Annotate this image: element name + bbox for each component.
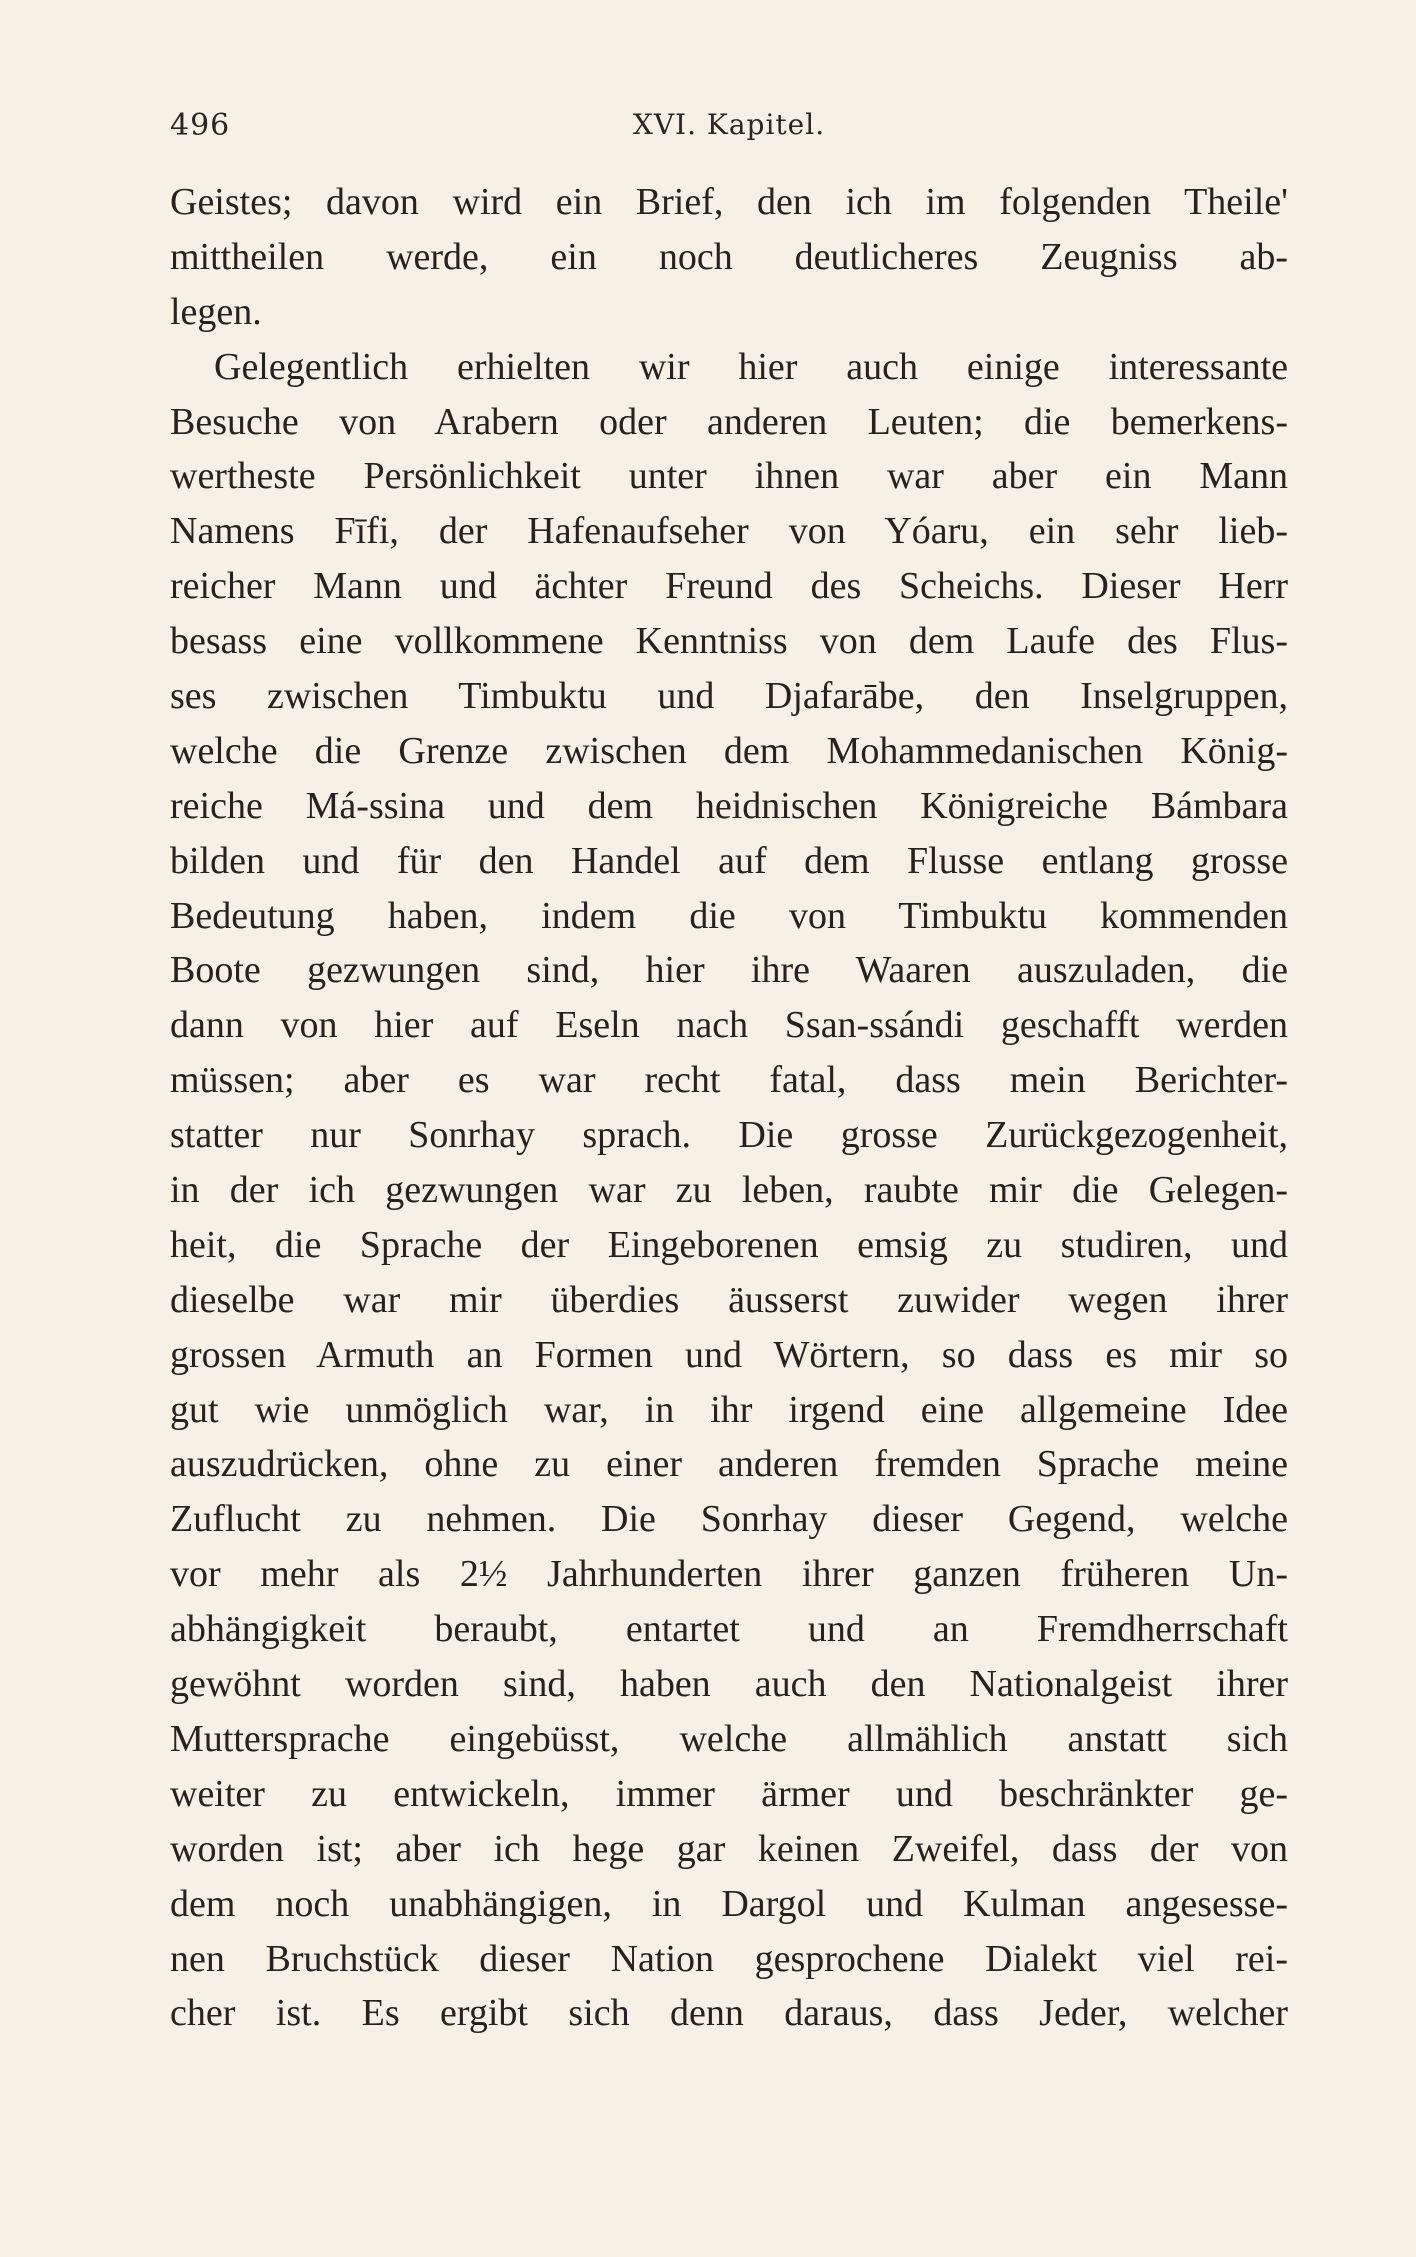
text-line: grossen Armuth an Formen und Wörtern, so dass es mir so	[170, 1333, 1288, 1376]
text-line: cher ist. Es ergibt sich denn daraus, dass Jeder, welcher	[170, 1992, 1288, 2035]
text-line: Muttersprache eingebüsst, welche allmählich anstatt sich	[170, 1717, 1288, 1760]
text-line: besass eine vollkommene Kenntniss von dem Laufe des Flus-	[170, 620, 1288, 663]
text-line: reicher Mann und ächter Freund des Scheichs. Dieser Herr	[170, 565, 1288, 608]
text-line: legen.	[170, 290, 262, 333]
text-line: nen Bruchstück dieser Nation gesprochene Dialekt viel rei-	[170, 1937, 1288, 1980]
text-line: welche die Grenze zwischen dem Mohammedanischen König-	[170, 729, 1288, 772]
text-line: ses zwischen Timbuktu und Djafarābe, den Inselgruppen,	[170, 675, 1288, 718]
page-number: 496	[170, 108, 231, 143]
chapter-title: XVI. Kapitel.	[632, 108, 826, 141]
text-line: auszudrücken, ohne zu einer anderen fremden Sprache meine	[170, 1443, 1288, 1486]
text-line: müssen; aber es war recht fatal, dass mein Berichter-	[170, 1059, 1288, 1102]
text-line: heit, die Sprache der Eingeborenen emsig zu studiren, und	[170, 1223, 1288, 1266]
text-line: dieselbe war mir überdies äusserst zuwider wegen ihrer	[170, 1278, 1288, 1321]
text-line: dann von hier auf Eseln nach Ssan-ssándi geschafft werden	[170, 1004, 1288, 1047]
text-line: weiter zu entwickeln, immer ärmer und beschränkter ge-	[170, 1772, 1288, 1815]
text-line: dem noch unabhängigen, in Dargol und Kulman angesesse-	[170, 1882, 1288, 1925]
text-line: gewöhnt worden sind, haben auch den Nationalgeist ihrer	[170, 1663, 1288, 1706]
text-line: Zuflucht zu nehmen. Die Sonrhay dieser Gegend, welche	[170, 1498, 1288, 1541]
text-line: worden ist; aber ich hege gar keinen Zweifel, dass der von	[170, 1827, 1288, 1870]
text-line: gut wie unmöglich war, in ihr irgend eine allgemeine Idee	[170, 1388, 1288, 1431]
text-line: statter nur Sonrhay sprach. Die grosse Zurückgezogenheit,	[170, 1114, 1288, 1157]
body-text	[170, 175, 1288, 2041]
text-line: Besuche von Arabern oder anderen Leuten; die bemerkens-	[170, 400, 1288, 443]
text-line: reiche Má-ssina und dem heidnischen Königreiche Bámbara	[170, 784, 1288, 827]
text-line: in der ich gezwungen war zu leben, raubte mir die Gelegen-	[170, 1169, 1288, 1212]
text-line: Namens Fīfi, der Hafenaufseher von Yóaru, ein sehr lieb-	[170, 510, 1288, 553]
text-line: bilden und für den Handel auf dem Flusse entlang grosse	[170, 839, 1288, 882]
text-line: Gelegentlich erhielten wir hier auch einige interessante	[214, 345, 1288, 388]
running-head	[170, 108, 1288, 152]
text-line: abhängigkeit beraubt, entartet und an Fremdherrschaft	[170, 1608, 1288, 1651]
text-line: wertheste Persönlichkeit unter ihnen war aber ein Mann	[170, 455, 1288, 498]
text-line: vor mehr als 2½ Jahrhunderten ihrer ganzen früheren Un-	[170, 1553, 1288, 1596]
text-line: Boote gezwungen sind, hier ihre Waaren auszuladen, die	[170, 949, 1288, 992]
text-line: Bedeutung haben, indem die von Timbuktu kommenden	[170, 894, 1288, 937]
text-line: mittheilen werde, ein noch deutlicheres Zeugniss ab-	[170, 235, 1288, 278]
text-line: Geistes; davon wird ein Brief, den ich im folgenden Theile'	[170, 181, 1288, 223]
